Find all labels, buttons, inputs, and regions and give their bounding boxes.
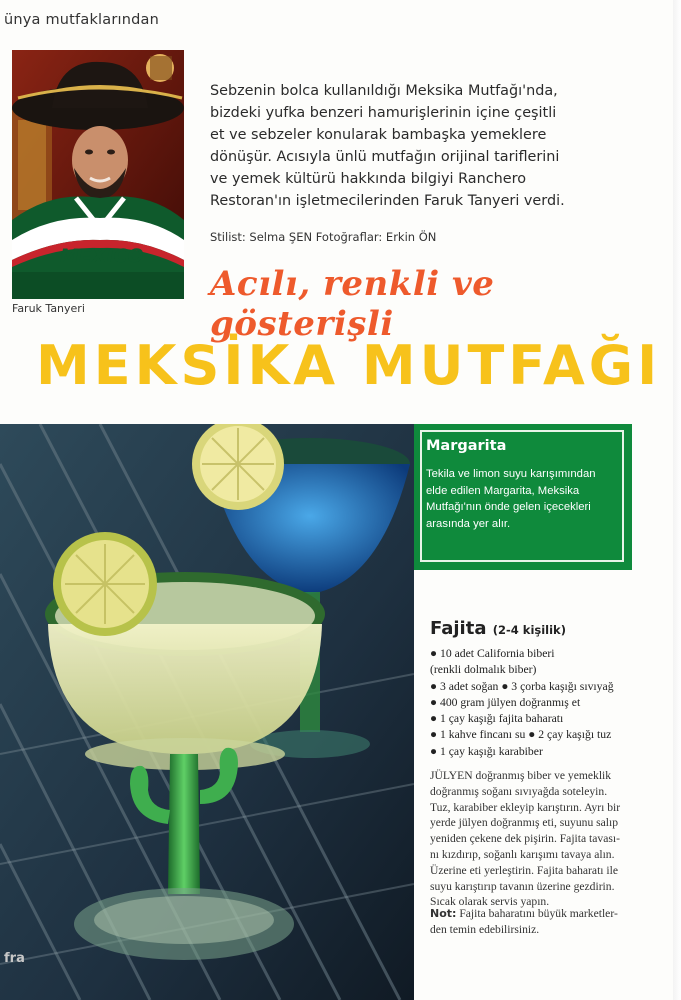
intro-line: ve yemek kültürü hakkında bilgiyi Ranchero [210, 171, 526, 187]
margarita-info-box [414, 424, 632, 570]
recipe-line: yerde jülyen doğranmış eti, suyunu salıp [430, 816, 619, 830]
recipe-line: Tuz, karabiber ekleyip karıştırın. Ayrı bir [430, 800, 621, 814]
recipe-line: yeniden çekene dek pişirin. Fajita tavası- [430, 832, 620, 846]
intro-line: Restoran'ın işletmecilerinden Faruk Tanyeri verdi. [210, 193, 565, 209]
intro-line: dönüşür. Acısıyla ünlü mutfağın orijinal tariflerini [210, 149, 560, 165]
recipe-note [430, 906, 645, 938]
margarita-description [426, 466, 621, 532]
ingredient-item: ● 400 gram jülyen doğranmış et [430, 695, 581, 709]
ingredient-list [430, 646, 670, 760]
margarita-line: Tekila ve limon suyu karışımından [426, 468, 596, 480]
ingredient-item: (renkli dolmalık biber) [430, 663, 537, 677]
fajita-title: Fajita [430, 618, 487, 639]
ingredient-item: ● 1 çay kaşığı karabiber [430, 744, 543, 758]
fajita-heading [430, 618, 566, 639]
intro-line: Sebzenin bolca kullanıldığı Meksika Mutfağı'nda, [210, 83, 558, 99]
intro-line: et ve sebzeler konularak bambaşka yemeklere [210, 127, 547, 143]
article-title: MEKSİKA MUTFAĞI [36, 334, 662, 397]
article-subtitle: Acılı, renkli ve gösterişli [210, 264, 495, 344]
intro-paragraph [210, 80, 580, 212]
note-label: Not: [430, 907, 457, 920]
ingredient-item: ● 3 adet soğan ● 3 çorba kaşığı sıvıyağ [430, 679, 614, 693]
jersey-text: MEXICO [60, 245, 144, 267]
margarita-photo [0, 424, 414, 1000]
recipe-line: doğranmış soğanı sıvıyağda soteleyin. [430, 784, 608, 798]
margarita-line: elde edilen Margarita, Meksika [426, 484, 580, 497]
section-label: ünya mutfaklarından [4, 12, 160, 28]
ingredient-item: ● 10 adet California biberi [430, 647, 555, 660]
recipe-line: Sıcak olarak servis yapın. [430, 895, 550, 909]
chef-portrait-photo [12, 50, 184, 299]
margarita-line: arasında yer alır. [426, 517, 511, 530]
ingredient-item: ● 1 kahve fincanı su ● 2 çay kaşığı tuz [430, 728, 612, 742]
photo-watermark: fra [4, 951, 25, 966]
fajita-servings: (2-4 kişilik) [492, 623, 566, 637]
note-line: den temin edebilirsiniz. [430, 922, 540, 936]
margarita-title: Margarita [426, 438, 507, 454]
portrait-caption: Faruk Tanyeri [12, 302, 85, 315]
recipe-line: suyu karıştırıp tavanın üzerine gezdirin. [430, 879, 615, 893]
recipe-line: JÜLYEN doğranmış biber ve yemeklik [430, 769, 612, 782]
margarita-illustration [0, 424, 414, 1000]
note-line: Fajita baharatını büyük marketler- [459, 907, 618, 920]
recipe-line: nı kızdırıp, soğanlı karışımı tavaya alın. [430, 847, 615, 861]
page-edge [673, 0, 681, 1000]
ingredient-item: ● 1 çay kaşığı fajita baharatı [430, 712, 564, 726]
photo-credits: Stilist: Selma ŞEN Fotoğraflar: Erkin ÖN [210, 230, 437, 244]
recipe-instructions [430, 768, 640, 910]
chef-portrait-illustration [12, 50, 184, 299]
margarita-line: Mutfağı'nın önde gelen içecekleri [426, 501, 591, 513]
recipe-line: Üzerine eti yerleştirin. Fajita baharatı ile [430, 863, 618, 877]
intro-line: bizdeki yufka benzeri hamurişlerinin içine çeşitli [210, 105, 557, 121]
